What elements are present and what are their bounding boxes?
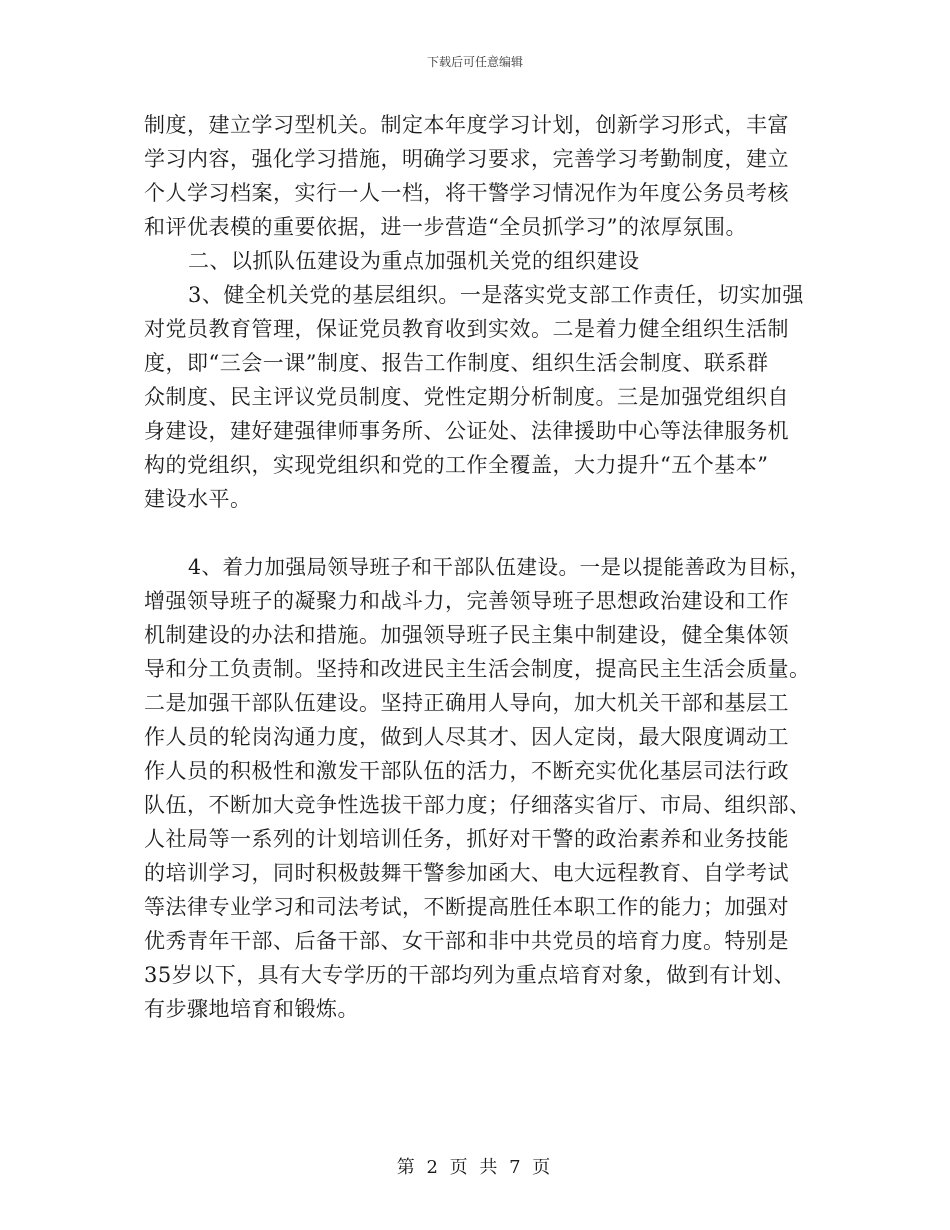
body-text bbox=[144, 108, 824, 1026]
text-line: 增强领导班子的凝聚力和战斗力，完善领导班子思想政治建设和工作 bbox=[144, 589, 789, 613]
text-line: 作人员的轮岗沟通力度，做到人尽其才、因人定岗，最大限度调动工 bbox=[144, 725, 789, 749]
text-line: 优秀青年干部、后备干部、女干部和非中共党员的培育力度。特别是 bbox=[144, 929, 789, 953]
text-line: 身建设，建好建强律师事务所、公证处、法律援助中心等法律服务机 bbox=[144, 419, 789, 443]
text-line: 二、以抓队伍建设为重点加强机关党的组织建设 bbox=[188, 249, 640, 273]
text-line: 队伍，不断加大竞争性选拔干部力度；仔细落实省厅、市局、组织部、 bbox=[144, 793, 811, 817]
header-note: 下载后可任意编辑 bbox=[426, 55, 523, 69]
text-line: 等法律专业学习和司法考试，不断提高胜任本职工作的能力；加强对 bbox=[144, 895, 789, 919]
text-line: 学习内容，强化学习措施，明确学习要求，完善学习考勤制度，建立 bbox=[144, 147, 789, 171]
text-line: 二是加强干部队伍建设。坚持正确用人导向，加大机关干部和基层工 bbox=[144, 691, 789, 715]
text-line: 度，即“三会一课”制度、报告工作制度、组织生活会制度、联系群 bbox=[144, 351, 769, 375]
text-line: 作人员的积极性和激发干部队伍的活力，不断充实优化基层司法行政 bbox=[144, 759, 789, 783]
text-line: 对党员教育管理，保证党员教育收到实效。二是着力健全组织生活制 bbox=[144, 317, 789, 341]
text-line: 的培训学习，同时积极鼓舞干警参加函大、电大远程教育、自学考试 bbox=[144, 861, 789, 885]
text-line: 有步骤地培育和锻炼。 bbox=[144, 997, 359, 1021]
text-line bbox=[144, 516, 824, 550]
text-line: 制度，建立学习型机关。制定本年度学习计划，创新学习形式，丰富 bbox=[144, 113, 789, 137]
text-line: 和评优表模的重要依据，进一步营造“全员抓学习”的浓厚氛围。 bbox=[144, 215, 747, 239]
text-line: 4、着力加强局领导班子和干部队伍建设。一是以提能善政为目标， bbox=[188, 555, 811, 579]
text-line: 3、健全机关党的基层组织。一是落实党支部工作责任，切实加强 bbox=[188, 283, 804, 307]
text-line: 建设水平。 bbox=[144, 487, 252, 511]
text-line: 构的党组织，实现党组织和党的工作全覆盖，大力提升“五个基本” bbox=[144, 453, 769, 477]
text-line: 个人学习档案，实行一人一档，将干警学习情况作为年度公务员考核 bbox=[144, 181, 789, 205]
text-line: 导和分工负责制。坚持和改进民主生活会制度，提高民主生活会质量。 bbox=[144, 657, 811, 681]
page-number: 第 2 页 共 7 页 bbox=[396, 1157, 554, 1178]
text-line: 35岁以下，具有大专学历的干部均列为重点培育对象，做到有计划、 bbox=[144, 963, 796, 987]
text-line: 众制度、民主评议党员制度、党性定期分析制度。三是加强党组织自 bbox=[144, 385, 789, 409]
text-line: 人社局等一系列的计划培训任务，抓好对干警的政治素养和业务技能 bbox=[144, 827, 789, 851]
text-line: 机制建设的办法和措施。加强领导班子民主集中制建设，健全集体领 bbox=[144, 623, 789, 647]
